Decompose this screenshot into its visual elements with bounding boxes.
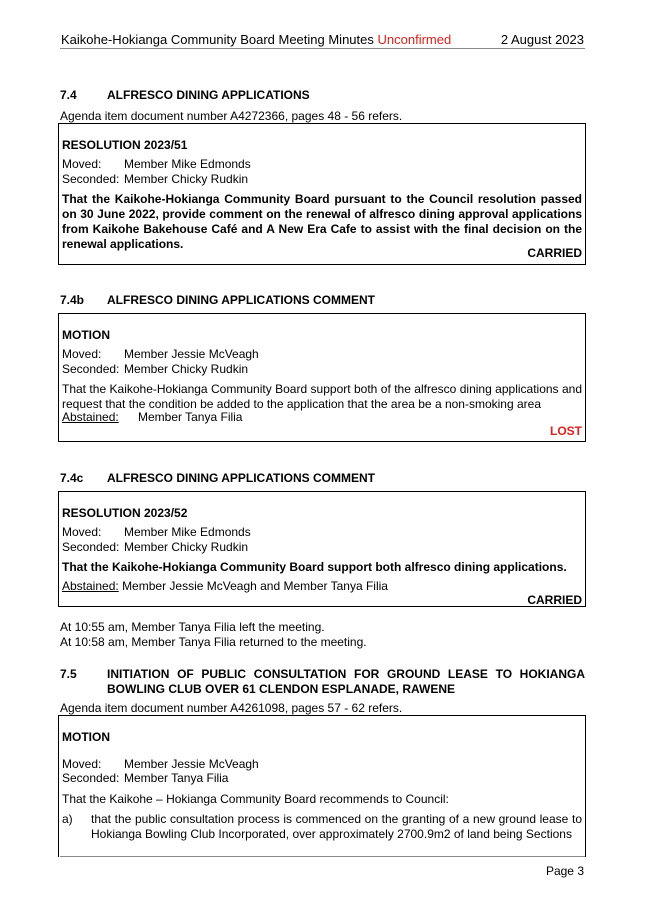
note-member-returned: At 10:58 am, Member Tanya Filia returned to the meeting. — [60, 635, 367, 649]
section-number: 7.4 — [60, 88, 77, 102]
seconded-line — [62, 771, 582, 785]
abstained-member: Member Tanya Filia — [138, 410, 243, 424]
moved-line — [62, 757, 582, 771]
seconded-line — [62, 362, 582, 376]
moved-label: Moved: — [62, 157, 102, 171]
seconded-line — [62, 172, 582, 186]
abstained-line — [62, 410, 582, 424]
outcome-lost: LOST — [550, 424, 582, 438]
resolution-box-2023-51 — [58, 123, 586, 265]
section-title: ALFRESCO DINING APPLICATIONS — [107, 88, 310, 102]
box-title: RESOLUTION 2023/51 — [62, 138, 188, 152]
resolution-text: That the Kaikohe-Hokianga Community Board support both alfresco dining applications. — [62, 560, 567, 574]
moved-member: Member Mike Edmonds — [124, 157, 251, 171]
section-7-4b-heading — [60, 293, 375, 308]
section-7-4-heading — [60, 88, 310, 103]
section-7-5-heading — [60, 667, 585, 697]
moved-member: Member Mike Edmonds — [124, 525, 251, 539]
box-title: RESOLUTION 2023/52 — [62, 506, 188, 520]
resolution-text: That the Kaikohe-Hokianga Community Board pursuant to the Council resolution passed on 30 June 2022, provide comment on the renewal of alfresco dining approval applications from Kaikohe Bakehouse Café and A New Era Cafe to assist with the final decision on the renewal applications. — [62, 192, 582, 251]
seconded-line — [62, 540, 582, 554]
page-number: Page 3 — [545, 864, 584, 878]
footer-divider — [60, 856, 585, 857]
seconded-member: Member Chicky Rudkin — [124, 172, 249, 186]
outcome-carried: CARRIED — [527, 593, 582, 607]
abstained-line — [62, 579, 582, 593]
abstained-label: Abstained: — [62, 410, 119, 424]
section-title: ALFRESCO DINING APPLICATIONS COMMENT — [107, 293, 375, 307]
moved-label: Moved: — [62, 347, 102, 361]
header-divider — [60, 48, 585, 49]
list-marker: a) — [62, 812, 73, 826]
list-item-a — [62, 812, 582, 842]
abstained-label: Abstained: — [62, 579, 119, 593]
seconded-member: Member Tanya Filia — [124, 771, 229, 785]
seconded-label: Seconded: — [62, 540, 120, 554]
section-7-4c-heading — [60, 471, 375, 486]
seconded-member: Member Chicky Rudkin — [124, 362, 249, 376]
section-number: 7.5 — [60, 667, 77, 681]
header-date: 2 August 2023 — [500, 32, 584, 47]
resolution-box-2023-52 — [58, 491, 586, 607]
seconded-label: Seconded: — [62, 172, 120, 186]
seconded-label: Seconded: — [62, 362, 120, 376]
section-title: ALFRESCO DINING APPLICATIONS COMMENT — [107, 471, 375, 485]
outcome-carried: CARRIED — [527, 246, 582, 260]
motion-box-7-5 — [58, 715, 586, 865]
header-status: Unconfirmed — [377, 32, 452, 47]
moved-label: Moved: — [62, 757, 102, 771]
header-title — [61, 32, 451, 47]
list-item-text: that the public consultation process is commenced on the granting of a new ground lease to Hokianga Bowling Club Incorporated, over approximately 2700.9m2 of land being Sections — [91, 812, 582, 841]
agenda-reference: Agenda item document number A4261098, pages 57 - 62 refers. — [60, 701, 403, 715]
moved-line — [62, 347, 582, 361]
seconded-member: Member Chicky Rudkin — [124, 540, 249, 554]
header-title-text: Kaikohe-Hokianga Community Board Meeting Minutes — [61, 32, 374, 47]
moved-line — [62, 157, 582, 171]
moved-label: Moved: — [62, 525, 102, 539]
agenda-reference: Agenda item document number A4272366, pages 48 - 56 refers. — [60, 109, 403, 123]
section-title: INITIATION OF PUBLIC CONSULTATION FOR GROUND LEASE TO HOKIANGA BOWLING CLUB OVER 61 CLENDON ESPLANADE, RAWENE — [107, 667, 585, 696]
seconded-label: Seconded: — [62, 771, 120, 785]
motion-intro: That the Kaikohe – Hokianga Community Board recommends to Council: — [62, 792, 449, 806]
box-title: MOTION — [62, 730, 110, 744]
box-title: MOTION — [62, 328, 110, 342]
section-number: 7.4c — [60, 471, 84, 485]
moved-member: Member Jessie McVeagh — [124, 347, 259, 361]
motion-text: That the Kaikohe-Hokianga Community Board support both of the alfresco dining applications and request that the condition be added to the application that the area be a non-smoking area — [62, 382, 582, 411]
section-number: 7.4b — [60, 293, 85, 307]
motion-box-7-4b — [58, 313, 586, 442]
moved-member: Member Jessie McVeagh — [124, 757, 259, 771]
moved-line — [62, 525, 582, 539]
note-member-left: At 10:55 am, Member Tanya Filia left the meeting. — [60, 620, 325, 634]
abstained-member: Member Jessie McVeagh and Member Tanya Filia — [122, 579, 388, 593]
